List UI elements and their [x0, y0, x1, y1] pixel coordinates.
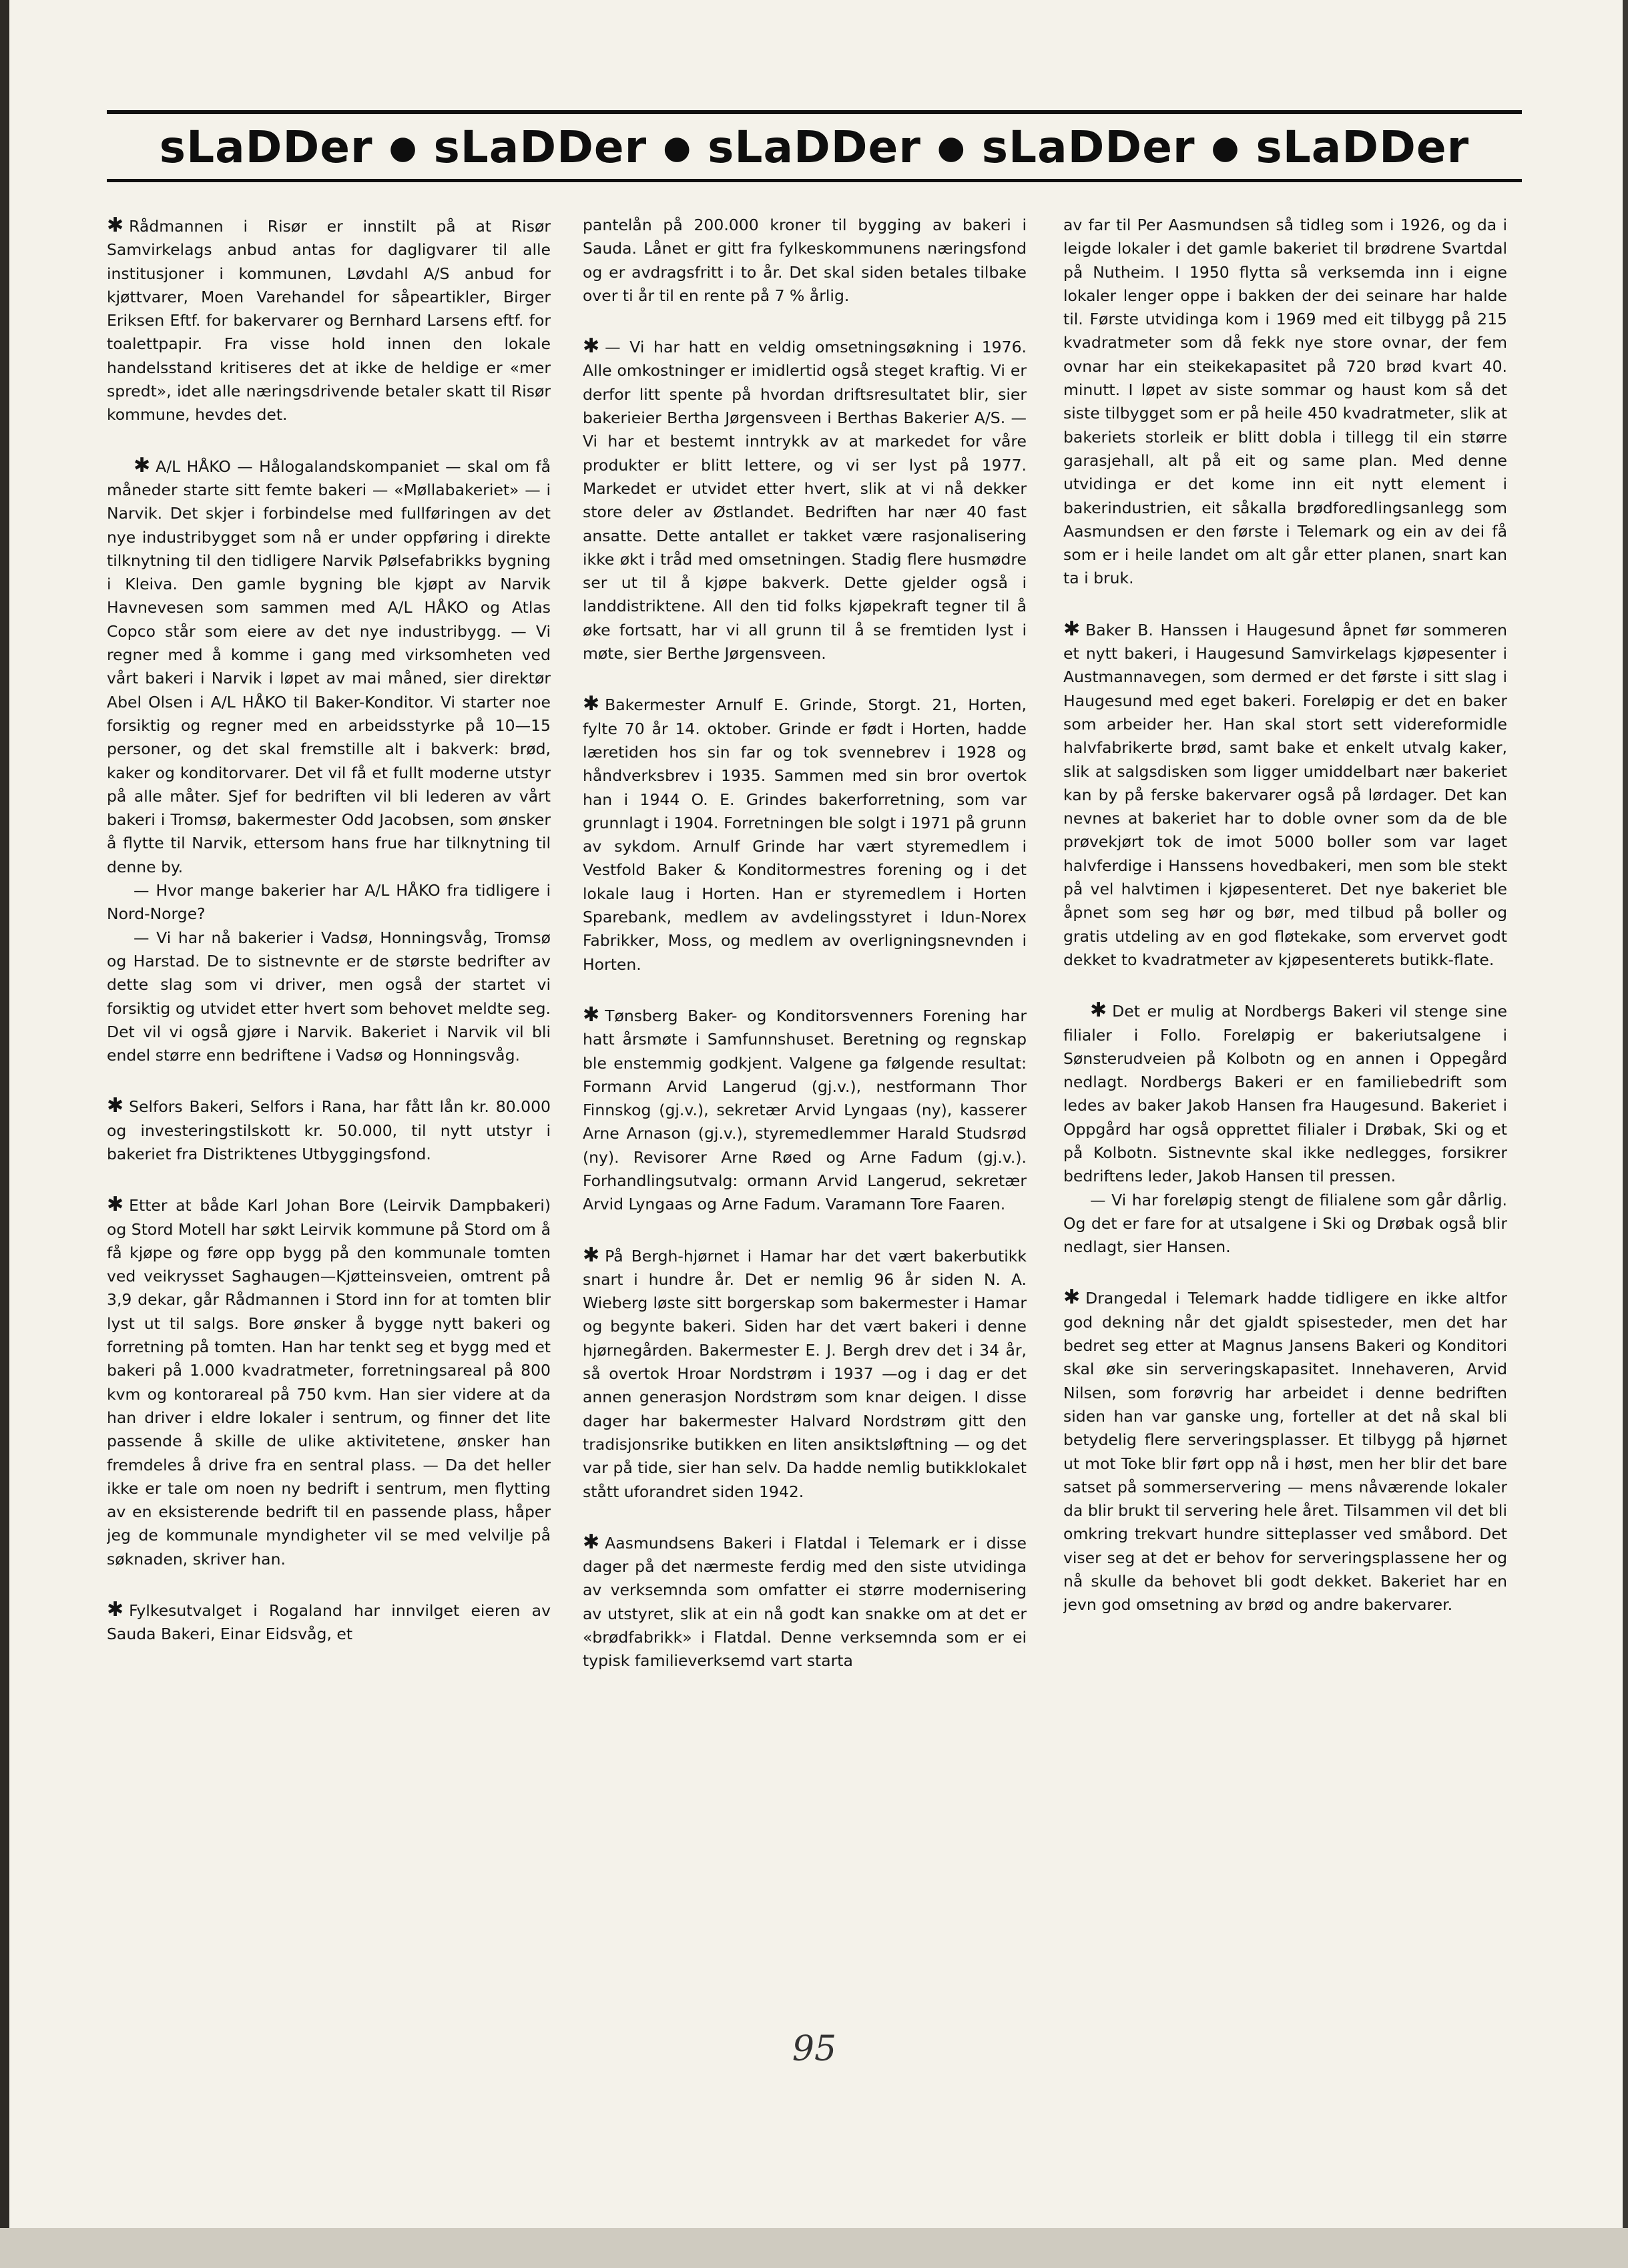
news-item	[107, 1598, 551, 1647]
news-item-text: Tønsberg Baker- og Konditorsvenners Forening har hatt årsmøte i Samfunnshuset. Beretning og regnskap ble enstemmig godkjent. Valgene ga følgende resultat: Formann Arvid Langerud (gj.v.), nestformann Thor Finnskog (gj.v.), sekretær Arvid Lyngaas (ny), kasserer Arne Arnason (gj.v.), styremedlemmer Harald Studsrød (ny). Revisorer Arne Røed og Arne Fadum (gj.v.). Forhandlingsutvalg: ormann Arvid Langerud, sekretær Arvid Lyngaas og Arne Fadum. Varamann Tore Faaren.	[583, 1006, 1027, 1214]
scan-right-edge	[1623, 0, 1628, 2268]
news-item-text: Det er mulig at Nordbergs Bakeri vil stenge sine filialer i Follo. Foreløpig er bakeriutsalgene i Sønsterudveien på Kolbotn og en annen i Oppegård nedlagt. Nordbergs Bakeri er en familiebedrift som ledes av baker Jakob Hansen fra Haugesund. Bakeriet i Oppgård har også opprettet filialer i Drøbak, Ski og et på Kolbotn. Sistnevnte skal ikke nedlegges, forsikrer bedriftens leder, Jakob Hansen til pressen.	[1063, 1002, 1507, 1186]
header-word: sLaDDer	[159, 121, 373, 173]
asterisk-icon: ✱	[583, 692, 600, 716]
header-word: sLaDDer	[708, 121, 921, 173]
news-item	[1063, 617, 1507, 972]
news-item-text: Baker B. Hanssen i Haugesund åpnet før sommeren et nytt bakeri, i Haugesund Samvirkelags kjøpesenter i Austmannavegen, som dermed er det første i sitt slag i Haugesund med eget bakeri. Foreløpig er det en baker som arbeider her. Han skal stort sett videreformidle halvfabrikerte brød, samt bake et enkelt utvalg kaker, slik at salgsdisken som ligger umiddelbart nær bakeriet kan by på ferske bakervarer også på lørdager. Det kan nevnes at bakeriet har to doble ovner som da de ble prøvekjørt tok de imot 5000 boller som var laget halvferdige i Hanssens hovedbakeri, men som ble stekt på vel halvtimen i kjøpesenteret. Det nye bakeriet ble åpnet som seg hør og bør, med tilbud på boller og gratis utdeling av en god fløtekake, som ervervet godt dekket to kvadratmeter av kjøpesenterets butikk-flate.	[1063, 620, 1507, 969]
news-item-text: av far til Per Aasmundsen så tidleg som i 1926, og da i leigde lokaler i det gamle bakeriet til brødrene Svartdal på Nutheim. I 1950 flytta så verksemda inn i eigne lokaler lenger oppe i bakken der dei seinare har halde til. Første utvidinga kom i 1969 med eit tilbygg på 215 kvadratmeter som då fekk nye store ovnar, der fem ovnar har ein steikekapasitet på 720 brød kvart 40. minutt. I løpet av siste sommar og haust kom så det siste tilbygget som er på heile 450 kvadratmeter, slik at bakeriets storleik er blitt dobla i tillegg til ein større garasjehall, alt på eit og same plan. Med denne utvidinga er det kome inn eit nytt element i bakerindustrien, eit såkalla brødforedlingsanlegg som Aasmundsen er den første i Telemark og ein av dei få som er i heile landet om alt går etter planen, snart kan ta i bruk.	[1063, 216, 1507, 588]
news-item-text: — Vi har nå bakerier i Vadsø, Honningsvåg, Tromsø og Harstad. De to sistnevnte er de største bedrifter av dette slag som vi driver, men også der startet vi forsiktig og utvidet etter hvert som behovet meldte seg. Det vil vi også gjøre i Narvik. Bakeriet i Narvik vil bli endel større enn bedriftene i Vadsø og Honningsvåg.	[107, 928, 551, 1065]
news-item	[107, 214, 551, 427]
asterisk-icon: ✱	[583, 1530, 600, 1554]
news-item	[583, 214, 1027, 308]
asterisk-icon: ✱	[583, 1243, 600, 1267]
news-item	[1063, 999, 1507, 1188]
column-2	[583, 214, 1027, 2016]
news-item	[107, 879, 551, 926]
news-item-text: Bakermester Arnulf E. Grinde, Storgt. 21, Horten, fylte 70 år 14. oktober. Grinde er født i Horten, hadde læretiden hos sin far og tok svennebrev i 1928 og håndverksbrev i 1935. Sammen med sin bror overtok han i 1944 O. E. Grindes bakerforretning, som var grunnlagt i 1904. Forretningen ble solgt i 1971 på grunn av sykdom. Arnulf Grinde har vært styremedlem i Vestfold Baker & Konditormestres forening og i det lokale laug i Horten. Han er styremedlem i Horten Sparebank, medlem av avdelingsstyret i Idun-Norex Fabrikker, Moss, og medlem av overligningsnevnden i Horten.	[583, 695, 1027, 974]
header-word: sLaDDer	[433, 121, 647, 173]
scan-bottom-edge	[0, 2228, 1628, 2268]
news-item-text: A/L HÅKO — Hålogalandskompaniet — skal om få måneder starte sitt femte bakeri — «Møllabakeriet» — i Narvik. Det skjer i forbindelse med fullføringen av det nye industribygget som nå er under oppføring i direkte tilknytning til den tidligere Narvik Pølsefabrikks bygning i Kleiva. Den gamle bygning ble kjøpt av Narvik Havnevesen som sammen med A/L HÅKO og Atlas Copco står som eiere av det nye industribygg. — Vi regner med å komme i gang med virksomheten ved vårt bakeri i Narvik i løpet av mai måned, sier direktør Abel Olsen i A/L HÅKO til Baker-Konditor. Vi starter noe forsiktig og regner med en arbeidsstyrke på 10—15 personer, og det skal fremstille alt i bakverk: brød, kaker og konditorvarer. Det vil få et fullt moderne utstyr på alle måter. Sjef for bedriften vil bli lederen av vårt bakeri i Tromsø, bakermester Odd Jacobsen, som ønsker å flytte til Narvik, ettersom hans frue har tilknytning til denne by.	[107, 457, 551, 876]
news-item	[583, 1530, 1027, 1673]
news-item-text: På Bergh-hjørnet i Hamar har det vært bakerbutikk snart i hundre år. Det er nemlig 96 år siden N. A. Wieberg løste sitt borgerskap som bakermester i Hamar og begynte bakeri. Siden har det vært bakeri i denne hjørnegården. Bakermester E. J. Bergh drev det i 34 år, så overtok Hroar Nordstrøm i 1937 —og i dag er det annen generasjon Nordstrøm som knar deigen. I disse dager har bakermester Halvard Nordstrøm gitt den tradisjonsrike butikken en liten ansiktsløftning — og det var på tide, sier han selv. Da hadde nemlig butikklokalet stått uforandret siden 1942.	[583, 1246, 1027, 1501]
news-item	[1063, 214, 1507, 591]
news-item-text: Aasmundsens Bakeri i Flatdal i Telemark er i disse dager på det nærmeste ferdig med den siste utvidinga av verksemnda som omfatter ei større modernisering av utstyret, slik at ein nå godt kan snakke om at det er «brødfabrikk» i Flatdal. Denne verksemnda som er ei typisk familieverksemd vart starta	[583, 1533, 1027, 1671]
page-number: 95	[792, 2029, 837, 2069]
asterisk-icon: ✱	[107, 1598, 124, 1622]
asterisk-icon: ✱	[107, 214, 124, 237]
header-bullet: ●	[936, 128, 966, 166]
asterisk-icon: ✱	[1090, 999, 1107, 1023]
news-item-text: pantelån på 200.000 kroner til bygging av bakeri i Sauda. Lånet er gitt fra fylkeskommunens næringsfond og er avdragsfritt i to år. Det skal siden betales tilbake over ti år til en rente på 7 % årlig.	[583, 216, 1027, 305]
news-item-text: — Vi har foreløpig stengt de filialene som går dårlig. Og det er fare for at utsalgene i Ski og Drøbak også blir nedlagt, sier Hansen.	[1063, 1190, 1507, 1257]
news-item-text: Rådmannen i Risør er innstilt på at Risør Samvirkelags anbud antas for dagligvarer til alle institusjoner i kommunen, Løvdahl A/S anbud for kjøttvarer, Moen Varehandel for såpeartikler, Birger Eriksen Eftf. for bakervarer og Bernhard Larsens eftf. for toalettpapir. Fra visse hold innen den lokale handelsstand kritiseres det at ikke de heldige er «mer spredt», idet alle næringsdrivende betaler skatt til Risør kommune, hevdes det.	[107, 217, 551, 424]
news-item	[583, 1243, 1027, 1504]
news-item	[1063, 1189, 1507, 1259]
news-item-text: — Vi har hatt en veldig omsetningsøkning i 1976. Alle omkostninger er imidlertid også steget kraftig. Vi er derfor litt spente på hvordan driftsresultatet blir, sier bakerieier Bertha Jørgensveen i Berthas Bakerier A/S. — Vi har et bestemt inntrykk av at markedet for våre produkter er blitt lettere, og vi ser lyst på 1977. Markedet er utvidet etter hvert, slik at vi nå dekker store deler av Østlandet. Bedriften har nær 40 fast ansatte. Dette antallet er takket være rasjonalisering ikke økt i tråd med omsetningen. Stadig flere husmødre ser ut til å kjøpe bakverk. Dette gjelder også i landdistriktene. All den tid folks kjøpekraft tegner til å øke fortsatt, har vi all grunn til å se fremtiden lyst i møte, sier Berthe Jørgensveen.	[583, 338, 1027, 663]
news-item	[107, 1193, 551, 1571]
header-bullet: ●	[1211, 128, 1240, 166]
news-item	[1063, 1286, 1507, 1617]
asterisk-icon: ✱	[1063, 617, 1081, 641]
page-header	[107, 119, 1522, 176]
news-item	[107, 454, 551, 879]
news-item-text: — Hvor mange bakerier har A/L HÅKO fra tidligere i Nord-Norge?	[107, 881, 551, 924]
news-item	[107, 926, 551, 1068]
header-word: sLaDDer	[1256, 121, 1470, 173]
news-item-text: Selfors Bakeri, Selfors i Rana, har fått lån kr. 80.000 og investeringstilskott kr. 50.000, til nytt utstyr i bakeriet fra Distriktenes Utbyggingsfond.	[107, 1097, 551, 1163]
scan-left-edge	[0, 0, 9, 2268]
news-item	[583, 1003, 1027, 1217]
asterisk-icon: ✱	[107, 1094, 124, 1118]
header-bottom-rule	[107, 179, 1522, 182]
news-item	[583, 334, 1027, 665]
asterisk-icon: ✱	[583, 1003, 600, 1027]
header-bullet: ●	[388, 128, 418, 166]
column-3	[1063, 214, 1507, 2016]
news-item	[583, 692, 1027, 976]
asterisk-icon: ✱	[133, 453, 151, 477]
asterisk-icon: ✱	[583, 334, 600, 358]
header-top-rule	[107, 110, 1522, 114]
news-item	[107, 1094, 551, 1166]
column-1	[107, 214, 551, 2016]
news-item-text: Etter at både Karl Johan Bore (Leirvik Dampbakeri) og Stord Motell har søkt Leirvik kommune på Stord om å få kjøpe og føre opp bygg på den kommunale tomten ved veikrysset Saghaugen—Kjøtteinsveien, omtrent på 3,9 dekar, går Rådmannen i Stord inn for at tomten blir lyst ut til salgs. Bore ønsker å bygge nytt bakeri og forretning på tomten. Han har tenkt seg et bygg med et bakeri på 1.000 kvadratmeter, forretningsareal på 800 kvm og kontorareal på 750 kvm. Han sier videre at da han driver i eldre lokaler i sentrum, og finner det lite passende å skille de ulike aktivitetene, ønsker han fremdeles å drive fra en sentral plass. — Da det heller ikke er tale om noen ny bedrift i sentrum, men flytting av en eksisterende bedrift til en passende plass, håper jeg de kommunale myndigheter vil se med velvilje på søknaden, skriver han.	[107, 1196, 551, 1569]
news-item-text: Fylkesutvalget i Rogaland har innvilget eieren av Sauda Bakeri, Einar Eidsvåg, et	[107, 1601, 551, 1644]
header-bullet: ●	[663, 128, 692, 166]
header-word: sLaDDer	[981, 121, 1195, 173]
news-item-text: Drangedal i Telemark hadde tidligere en ikke altfor god dekning når det gjaldt spisesteder, men det har bedret seg etter at Magnus Jansens Bakeri og Konditori skal øke sin serveringskapasitet. Innehaveren, Arvid Nilsen, som forøvrig har arbeidet i denne bedriften siden han var ganske ung, forteller at det nå skal bli betydelig flere serveringsplasser. Et tilbygg på hjørnet ut mot Toke blir ført opp nå i høst, men her blir det bare satset på sommerservering — mens nåværende lokaler da blir brukt til servering hele året. Tilsammen vil det bli omkring trekvart hundre sitteplasser ved småbord. Det viser seg at det er behov for serveringsplassene her og nå skulle da behovet bli godt dekket. Bakeriet har en jevn god omsetning av brød og andre bakervarer.	[1063, 1289, 1507, 1615]
asterisk-icon: ✱	[107, 1193, 124, 1217]
asterisk-icon: ✱	[1063, 1286, 1081, 1310]
